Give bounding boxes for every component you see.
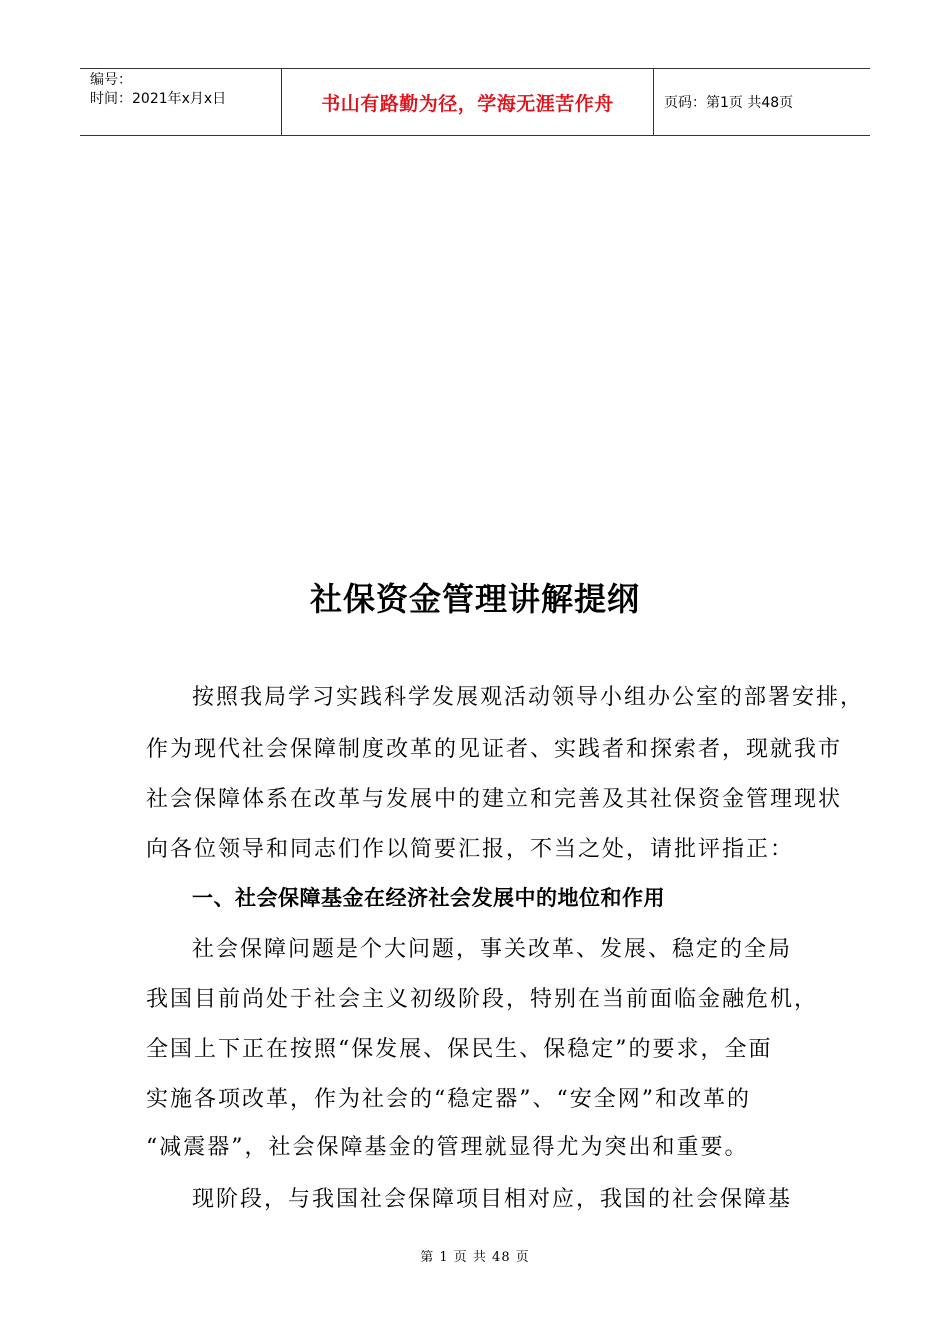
document-header <box>80 68 870 136</box>
paragraph-line: 实施各项改革，作为社会的“稳定器”、“安全网”和改革的 <box>146 1087 751 1112</box>
paragraph-line: 作为现代社会保障制度改革的见证者、实践者和探索者，现就我市 <box>146 737 843 762</box>
paragraph-line: “减震器”，社会保障基金的管理就显得尤为突出和重要。 <box>146 1135 749 1160</box>
paragraph-line: 现阶段，与我国社会保障项目相对应，我国的社会保障基 <box>192 1187 793 1212</box>
header-motto: 书山有路勤为径，学海无涯苦作舟 <box>282 69 654 135</box>
paragraph-line: 我国目前尚处于社会主义初级阶段，特别在当前面临金融危机， <box>146 987 819 1012</box>
time-label: 时间：2021年x月x日 <box>90 91 227 107</box>
page-footer: 第 1 页 共 48 页 <box>420 1250 530 1265</box>
paragraph-line: 全国上下正在按照“保发展、保民生、保稳定”的要求，全面 <box>146 1037 773 1062</box>
header-page-info: 页码：第1页 共48页 <box>664 95 794 111</box>
document-title: 社保资金管理讲解提纲 <box>309 580 640 618</box>
paragraph-line: 按照我局学习实践科学发展观活动领导小组办公室的部署安排， <box>192 685 865 710</box>
section-heading: 一、社会保障基金在经济社会发展中的地位和作用 <box>192 886 665 910</box>
number-label: 编号： <box>90 72 132 88</box>
paragraph-line: 社会保障体系在改革与发展中的建立和完善及其社保资金管理现状 <box>146 787 843 812</box>
header-meta <box>80 69 282 135</box>
paragraph-line: 社会保障问题是个大问题，事关改革、发展、稳定的全局 <box>192 937 793 962</box>
paragraph-line: 向各位领导和同志们作以简要汇报，不当之处，请批评指正： <box>146 837 795 862</box>
